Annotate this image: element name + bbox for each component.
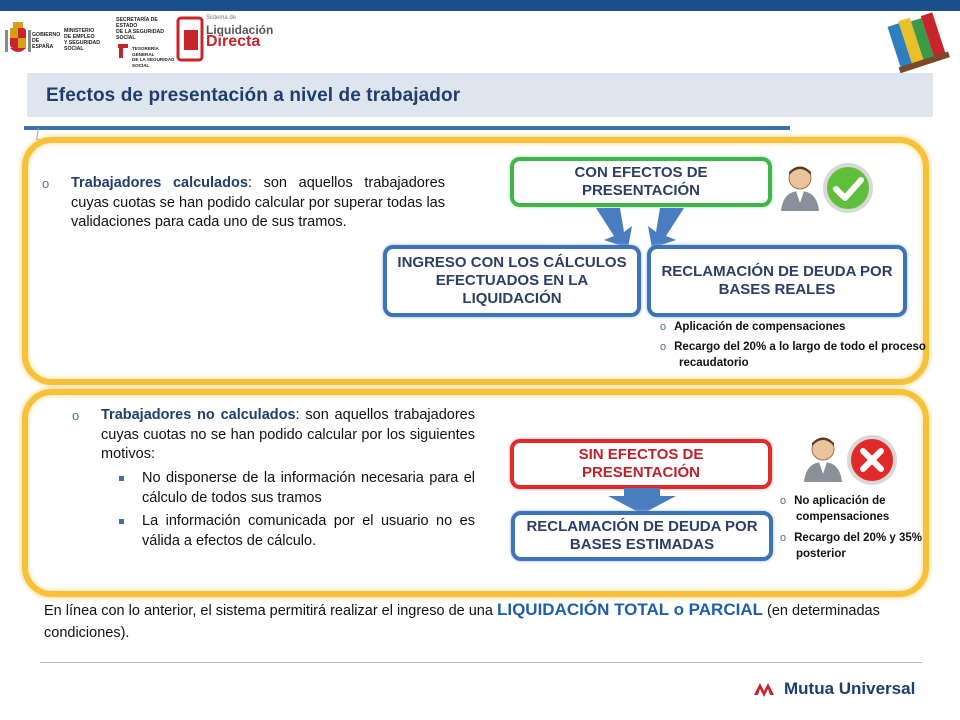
gobierno-label: GOBIERNO DE ESPAÑA [32,32,61,50]
not-calculated-text: : son aquellos trabajadores cuyas cuotas no se han podido calcular por los siguientes motivos: [101,407,475,462]
tesoreria-label: TESORERÍA GENERAL DE LA SEGURIDAD SOCIAL [132,46,175,68]
conclusion-pre: En línea con lo anterior, el sistema permitirá realizar el ingreso de una [44,603,497,619]
bullet-circle-icon: o [780,532,787,544]
not-calculated-lead: Trabajadores no calculados [101,407,296,423]
spain-coat-of-arms [2,14,61,66]
reclamacion-reales-box: RECLAMACIÓN DE DEUDA POR BASES REALES [647,245,907,317]
sin-efectos-box: SIN EFECTOS DE PRESENTACIÓN [510,439,772,489]
conclusion-text [44,599,914,644]
bullet-circle-icon: o [72,408,80,423]
footer-divider [40,662,922,663]
ministerio-block [60,14,113,66]
conclusion-post: (en determinadas condiciones). [44,603,880,641]
calculated-text: : son aquellos trabajadores cuyas cuotas se han podido calcular por superar todas las validaciones para cada uno de sus tramos. [71,175,445,230]
recargo-item [660,339,935,371]
con-efectos-box: CON EFECTOS DE PRESENTACIÓN [510,157,772,207]
bullet-circle-icon: o [780,495,787,507]
not-calculated-paragraph [101,406,475,465]
sld-line1: Sistema de [206,15,237,21]
sld-logo-icon [176,16,204,62]
user-icon [777,163,823,213]
mutua-brand-text: Mutua Universal [784,679,916,698]
bullet-circle-icon: o [42,176,50,191]
reason-1: No disponerse de la información necesaria para el cálculo de todos sus tramos [142,470,475,506]
secretaria-label: SECRETARÍA DE ESTADO DE LA SEGURIDAD SOCIAL [116,17,164,41]
coat-of-arms-icon [4,20,32,60]
title-underline [24,126,790,130]
compensaciones-text: Aplicación de compensaciones [674,321,846,333]
sld-line3: Directa [206,33,261,50]
bullet-circle-icon: o [660,321,667,333]
reason-2: La información comunicada por el usuario no es válida a efectos de cálculo. [142,513,475,549]
ministerio-label: MINISTERIO DE EMPLEO Y SEGURIDAD SOCIAL [64,28,100,52]
page-title: Efectos de presentación a nivel de trabajador [46,85,461,106]
split-arrows-icon [590,206,690,250]
sld-logo-text [206,12,273,48]
mutua-universal-logo [754,678,915,700]
calculated-paragraph [71,174,445,233]
no-compensaciones-text: No aplicación de compensaciones [794,495,890,523]
calculated-lead: Trabajadores calculados [71,175,248,191]
check-icon [822,162,874,214]
books-icon [886,12,952,74]
compensaciones-item [660,319,910,335]
reclamacion-estimadas-box: RECLAMACIÓN DE DEUDA POR BASES ESTIMADAS [511,511,773,561]
recargo-35-text: Recargo del 20% y 35% posterior [794,532,922,560]
mutua-logo-icon [754,681,778,697]
top-bar [0,0,960,11]
square-bullet-icon [119,519,124,524]
square-bullet-icon [119,476,124,481]
secretaria-block [112,14,176,66]
no-compensaciones-item [780,493,932,525]
bullet-circle-icon: o [660,341,667,353]
cross-icon [846,434,898,486]
ingreso-box: INGRESO CON LOS CÁLCULOS EFECTUADOS EN LA LIQUIDACIÓN [383,245,641,317]
conclusion-highlight: LIQUIDACIÓN TOTAL o PARCIAL [496,600,763,619]
sld-line2: Liquidación [206,23,274,37]
tesoreria-icon [116,42,130,60]
recargo-text: Recargo del 20% a lo largo de todo el proceso recaudatorio [674,341,926,369]
recargo-35-item [780,530,932,562]
user-icon [800,434,846,484]
